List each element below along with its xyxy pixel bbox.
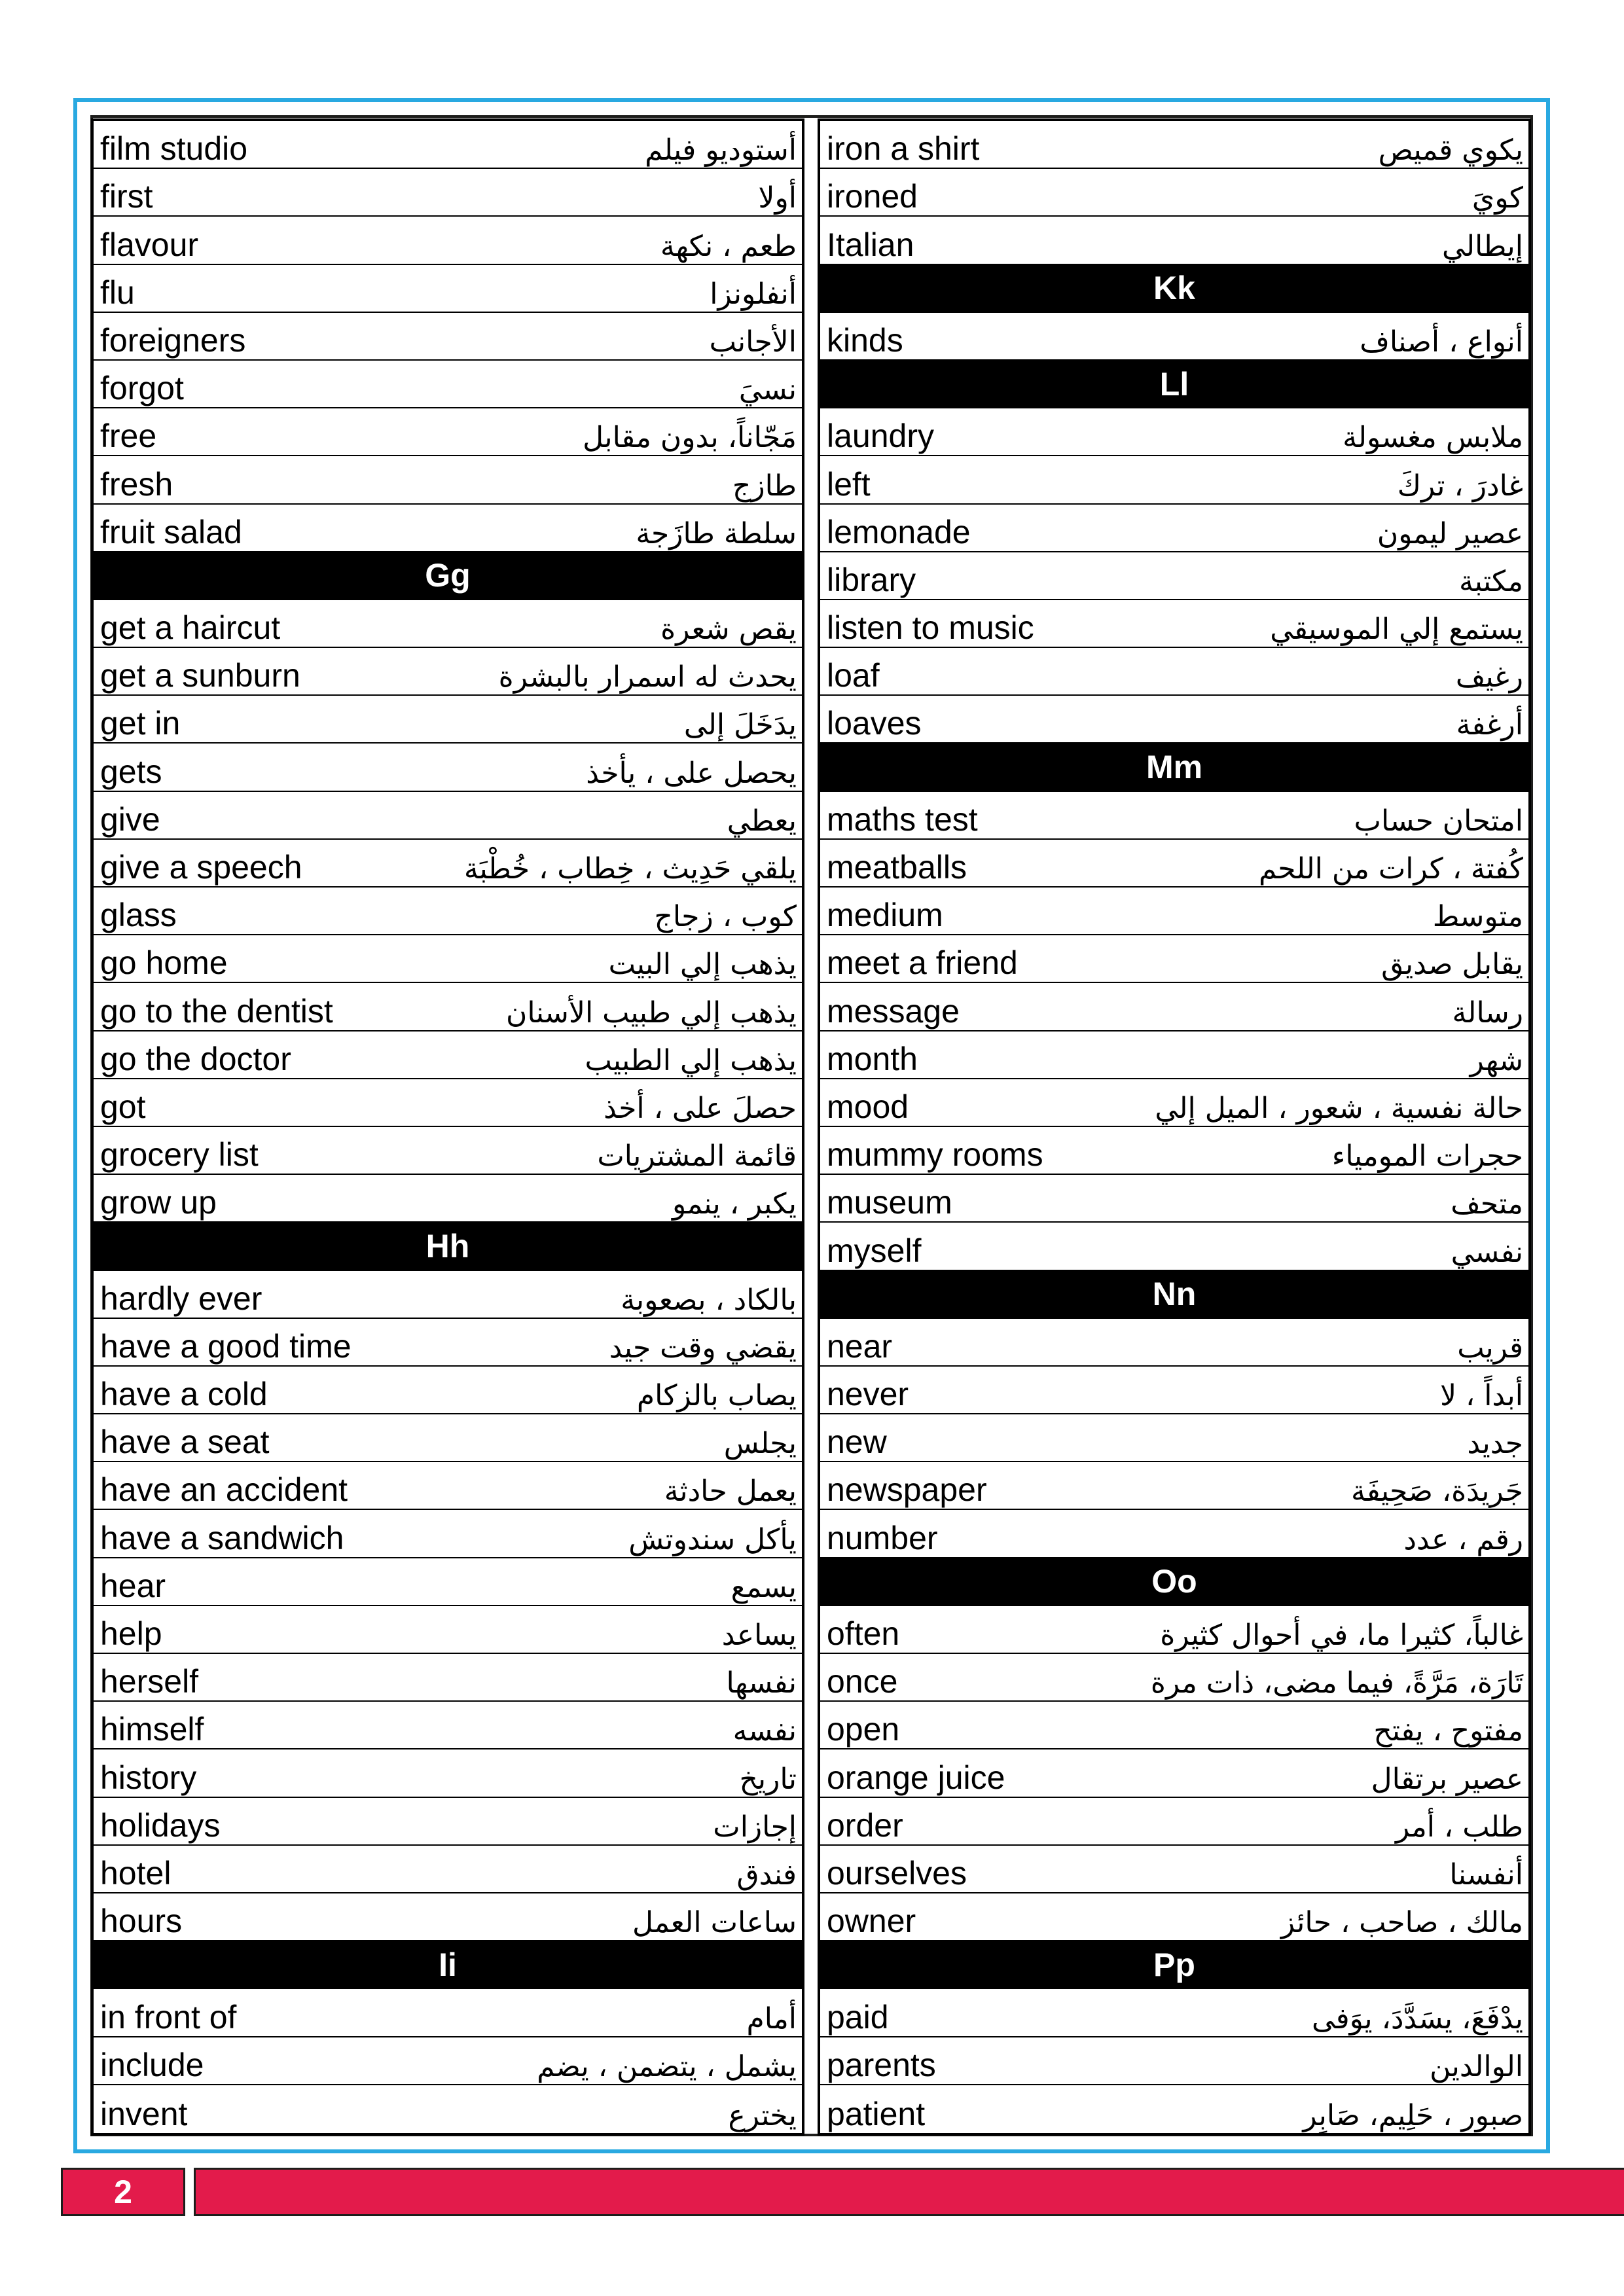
english-word: hardly ever — [100, 1280, 262, 1317]
section-letter: Ll — [1159, 365, 1189, 403]
arabic-translation: يأكل سندوتش — [628, 1522, 797, 1556]
vocab-row — [820, 121, 1528, 169]
vocab-row — [820, 1079, 1528, 1127]
arabic-translation: يقضي وقت جيد — [609, 1331, 797, 1365]
english-word: hear — [100, 1567, 166, 1604]
vocab-row — [820, 2085, 1528, 2133]
english-word: got — [100, 1088, 146, 1125]
section-header — [94, 1223, 802, 1270]
arabic-translation: رقم ، عدد — [1403, 1522, 1523, 1556]
vocab-row — [94, 840, 802, 888]
vocab-row — [94, 313, 802, 361]
english-word: month — [827, 1040, 918, 1077]
vocab-row — [94, 744, 802, 791]
vocab-row — [94, 121, 802, 169]
arabic-translation: أستوديو فيلم — [645, 134, 797, 168]
vocab-row — [820, 169, 1528, 217]
english-word: loaves — [827, 705, 922, 742]
vocab-row — [94, 935, 802, 983]
arabic-translation: يساعد — [721, 1619, 797, 1652]
section-header — [94, 552, 802, 600]
vocab-row — [94, 696, 802, 744]
vocab-row — [820, 792, 1528, 840]
section-letter: Hh — [425, 1227, 470, 1265]
english-word: meatballs — [827, 849, 967, 886]
vocab-row — [820, 1223, 1528, 1270]
vocab-row — [820, 1031, 1528, 1079]
arabic-translation: عصير برتقال — [1371, 1762, 1523, 1796]
section-letter: Pp — [1153, 1946, 1195, 1983]
vocab-row — [820, 888, 1528, 935]
english-word: glass — [100, 897, 177, 934]
section-letter: Nn — [1152, 1276, 1197, 1313]
arabic-translation: إجازات — [713, 1810, 797, 1844]
arabic-translation: امتحان حساب — [1354, 804, 1523, 838]
vocab-row — [94, 888, 802, 935]
arabic-translation: يقص شعرة — [660, 613, 797, 647]
english-word: holidays — [100, 1806, 221, 1844]
vocab-row — [94, 1702, 802, 1749]
vocab-row — [820, 1414, 1528, 1462]
english-word: mummy rooms — [827, 1136, 1043, 1174]
arabic-translation: غادرَ ، تركَ — [1397, 469, 1523, 503]
english-word: often — [827, 1615, 900, 1652]
english-word: give — [100, 800, 160, 838]
english-word: himself — [100, 1711, 204, 1748]
vocab-row — [94, 792, 802, 840]
english-word: ironed — [827, 178, 918, 215]
vocabulary-column-right — [818, 118, 1531, 2136]
section-letter: Gg — [425, 557, 471, 594]
vocab-row — [94, 1414, 802, 1462]
english-word: loaf — [827, 657, 880, 694]
english-word: in front of — [100, 1998, 237, 2036]
vocab-row — [820, 1749, 1528, 1797]
english-word: iron a shirt — [827, 130, 980, 168]
vocab-row — [820, 1893, 1528, 1941]
english-word: have a cold — [100, 1376, 268, 1413]
vocab-row — [820, 1654, 1528, 1702]
section-header — [820, 361, 1528, 408]
arabic-translation: يعطي — [727, 804, 797, 838]
arabic-translation: أرغفة — [1456, 708, 1523, 742]
arabic-translation: قريب — [1457, 1331, 1523, 1365]
vocab-row — [94, 1846, 802, 1893]
arabic-translation: يسمع — [731, 1570, 797, 1604]
section-header — [94, 1941, 802, 1989]
english-word: open — [827, 1711, 900, 1748]
vocab-row — [94, 265, 802, 313]
arabic-translation: يحصل على ، يأخذ — [586, 756, 797, 790]
arabic-translation: يجلس — [723, 1427, 797, 1461]
arabic-translation: فندق — [736, 1857, 797, 1892]
english-word: maths test — [827, 800, 978, 838]
vocab-row — [94, 1367, 802, 1414]
section-header — [820, 1271, 1528, 1319]
arabic-translation: يكوي قميص — [1378, 134, 1523, 168]
english-word: have an accident — [100, 1471, 348, 1509]
arabic-translation: أنواع ، أصناف — [1360, 325, 1523, 359]
arabic-translation: يصاب بالزكام — [636, 1379, 797, 1413]
vocab-row — [820, 505, 1528, 552]
vocab-row — [94, 1798, 802, 1846]
arabic-translation: طازج — [732, 469, 797, 503]
arabic-translation: يشمل ، يتضمن ، يضم — [537, 2049, 797, 2083]
arabic-translation: عصير ليمون — [1377, 516, 1523, 550]
arabic-translation: ملابس مغسولة — [1343, 421, 1523, 455]
english-word: order — [827, 1806, 903, 1844]
english-word: go to the dentist — [100, 992, 333, 1030]
english-word: have a sandwich — [100, 1519, 344, 1556]
english-word: gets — [100, 753, 162, 790]
english-word: message — [827, 992, 960, 1030]
vocab-row — [94, 1654, 802, 1702]
vocab-row — [820, 1702, 1528, 1749]
english-word: number — [827, 1519, 938, 1556]
english-word: grow up — [100, 1184, 217, 1221]
section-header — [820, 265, 1528, 313]
vocab-row — [94, 1079, 802, 1127]
english-word: lemonade — [827, 513, 971, 550]
vocab-row — [820, 600, 1528, 648]
english-word: parents — [827, 2046, 936, 2083]
vocab-row — [94, 1031, 802, 1079]
vocab-row — [94, 505, 802, 552]
vocab-row — [94, 169, 802, 217]
arabic-translation: طعم ، نكهة — [660, 229, 797, 263]
vocab-row — [820, 1606, 1528, 1654]
english-word: mood — [827, 1088, 909, 1125]
english-word: go home — [100, 944, 228, 982]
english-word: listen to music — [827, 609, 1034, 647]
arabic-translation: ساعات العمل — [632, 1906, 797, 1940]
vocab-row — [94, 983, 802, 1031]
english-word: paid — [827, 1998, 889, 2036]
vocabulary-column-left — [91, 118, 804, 2136]
english-word: free — [100, 418, 157, 455]
arabic-translation: يذهب إلي طبيب الأسنان — [506, 996, 797, 1030]
arabic-translation: يذهب إلي البيت — [608, 948, 797, 982]
arabic-translation: متوسط — [1432, 900, 1523, 934]
english-word: newspaper — [827, 1471, 987, 1509]
vocab-row — [820, 1798, 1528, 1846]
section-letter: Kk — [1153, 270, 1195, 307]
arabic-translation: نفسه — [732, 1714, 797, 1748]
arabic-translation: غالباً، كثيرا ما، في أحوال كثيرة — [1160, 1619, 1523, 1652]
vocab-row — [94, 1606, 802, 1654]
english-word: meet a friend — [827, 944, 1018, 982]
arabic-translation: أنفسنا — [1449, 1857, 1523, 1892]
vocab-row — [94, 408, 802, 456]
section-header — [820, 1941, 1528, 1989]
arabic-translation: يلقي حَدِيث ، خِطاب ، خُطْبَة — [463, 852, 797, 886]
english-word: fruit salad — [100, 513, 242, 550]
vocab-row — [820, 696, 1528, 744]
vocab-row — [94, 1319, 802, 1367]
arabic-translation: الأجانب — [709, 325, 797, 359]
vocab-row — [94, 1749, 802, 1797]
english-word: flavour — [100, 226, 199, 263]
arabic-translation: جَريدَة، صَحِيفَة — [1351, 1475, 1523, 1509]
section-header — [820, 1558, 1528, 1606]
english-word: help — [100, 1615, 162, 1652]
vocab-row — [94, 1127, 802, 1175]
arabic-translation: يدَخَلَ إلى — [683, 708, 797, 742]
english-word: get in — [100, 705, 181, 742]
vocab-row — [820, 552, 1528, 600]
english-word: grocery list — [100, 1136, 259, 1174]
vocab-row — [820, 313, 1528, 361]
arabic-translation: رسالة — [1452, 996, 1523, 1030]
english-word: give a speech — [100, 849, 302, 886]
vocab-row — [820, 2037, 1528, 2085]
arabic-translation: نسيَ — [738, 373, 797, 407]
english-word: myself — [827, 1232, 922, 1269]
english-word: new — [827, 1424, 887, 1461]
vocab-row — [820, 217, 1528, 264]
vocab-row — [94, 1989, 802, 2037]
arabic-translation: أنفلونزا — [710, 277, 797, 311]
vocab-row — [94, 217, 802, 264]
arabic-translation: متحف — [1451, 1187, 1523, 1221]
arabic-translation: يدْفَعَ، يسَدَّدَ، يوَفى — [1311, 2001, 1523, 2036]
vocab-row — [94, 1510, 802, 1558]
footer-bar — [194, 2168, 1624, 2216]
arabic-translation: يقابل صديق — [1381, 948, 1523, 982]
arabic-translation: يستمع إلي الموسيقي — [1270, 613, 1523, 647]
arabic-translation: أبداً ، لا — [1439, 1379, 1523, 1413]
arabic-translation: كوب ، زجاج — [654, 900, 797, 934]
arabic-translation: بالكاد ، بصعوبة — [621, 1283, 797, 1317]
arabic-translation: إيطالي — [1441, 229, 1523, 263]
vocab-row — [820, 1462, 1528, 1510]
vocab-row — [820, 1367, 1528, 1414]
vocab-row — [94, 456, 802, 504]
vocab-row — [94, 361, 802, 408]
english-word: patient — [827, 2095, 926, 2132]
vocab-row — [820, 1989, 1528, 2037]
arabic-translation: يحدث له اسمرار بالبشرة — [498, 660, 797, 694]
vocab-row — [94, 1893, 802, 1941]
arabic-translation: يذهب إلي الطبيب — [585, 1043, 797, 1077]
vocab-row — [94, 1462, 802, 1510]
arabic-translation: نفسي — [1451, 1235, 1523, 1269]
arabic-translation: مفتوح ، يفتح — [1373, 1714, 1523, 1748]
english-word: have a good time — [100, 1327, 352, 1365]
english-word: include — [100, 2046, 204, 2083]
vocab-row — [820, 1510, 1528, 1558]
english-word: go the doctor — [100, 1040, 291, 1077]
vocab-row — [820, 1175, 1528, 1223]
arabic-translation: حصلَ على ، أخذ — [604, 1091, 797, 1125]
vocab-row — [820, 1846, 1528, 1893]
vocab-row — [820, 983, 1528, 1031]
vocab-row — [820, 456, 1528, 504]
english-word: left — [827, 465, 871, 503]
arabic-translation: صبور ، حَلِيم، صَابِر — [1303, 2098, 1523, 2132]
english-word: orange juice — [827, 1759, 1005, 1796]
english-word: never — [827, 1376, 909, 1413]
arabic-translation: تاريخ — [739, 1762, 797, 1796]
arabic-translation: كويَ — [1471, 181, 1523, 215]
english-word: museum — [827, 1184, 952, 1221]
section-header — [820, 744, 1528, 791]
vocab-row — [94, 1558, 802, 1606]
arabic-translation: مكتبة — [1458, 564, 1523, 598]
english-word: film studio — [100, 130, 248, 168]
section-letter: Ii — [439, 1946, 457, 1983]
english-word: laundry — [827, 418, 934, 455]
vocab-row — [94, 648, 802, 696]
arabic-translation: مَجّاناً، بدون مقابل — [583, 421, 797, 455]
arabic-translation: مالك ، صاحب ، حائز — [1280, 1906, 1523, 1940]
english-word: near — [827, 1327, 893, 1365]
page-number: 2 — [61, 2168, 185, 2216]
english-word: ourselves — [827, 1854, 967, 1892]
arabic-translation: يخترع — [728, 2098, 797, 2132]
english-word: herself — [100, 1663, 199, 1700]
vocab-row — [94, 600, 802, 648]
english-word: once — [827, 1663, 898, 1700]
vocab-row — [820, 648, 1528, 696]
english-word: kinds — [827, 321, 903, 359]
english-word: get a sunburn — [100, 657, 300, 694]
vocab-row — [820, 935, 1528, 983]
section-letter: Oo — [1151, 1563, 1197, 1600]
arabic-translation: شهر — [1470, 1043, 1523, 1077]
english-word: flu — [100, 274, 135, 311]
english-word: hours — [100, 1903, 183, 1940]
english-word: foreigners — [100, 321, 246, 359]
arabic-translation: قائمة المشتريات — [597, 1139, 797, 1174]
arabic-translation: كُفتة ، كرات من اللحم — [1258, 852, 1523, 886]
vocab-row — [820, 1319, 1528, 1367]
vocab-row — [94, 1175, 802, 1223]
english-word: invent — [100, 2095, 188, 2132]
english-word: fresh — [100, 465, 173, 503]
english-word: hotel — [100, 1854, 171, 1892]
arabic-translation: يكبر ، ينمو — [672, 1187, 797, 1221]
arabic-translation: حالة نفسية ، شعور ، الميل إلي — [1155, 1091, 1523, 1125]
arabic-translation: يعمل حادثة — [664, 1475, 797, 1509]
arabic-translation: جديد — [1467, 1427, 1523, 1461]
vocab-row — [820, 408, 1528, 456]
english-word: medium — [827, 897, 943, 934]
english-word: first — [100, 178, 153, 215]
vocab-row — [94, 1271, 802, 1319]
arabic-translation: نفسها — [726, 1666, 797, 1700]
english-word: have a seat — [100, 1424, 270, 1461]
arabic-translation: الوالدين — [1430, 2049, 1523, 2083]
english-word: get a haircut — [100, 609, 281, 647]
vocab-row — [94, 2037, 802, 2085]
vocab-row — [820, 840, 1528, 888]
arabic-translation: رغيف — [1455, 660, 1523, 694]
arabic-translation: طلب ، أمر — [1395, 1810, 1523, 1844]
arabic-translation: أمام — [746, 2001, 797, 2036]
arabic-translation: تَارَة، مَرَّةً، فيما مضى، ذات مرة — [1150, 1666, 1523, 1700]
english-word: history — [100, 1759, 197, 1796]
vocab-row — [94, 2085, 802, 2133]
section-letter: Mm — [1146, 749, 1203, 786]
english-word: library — [827, 561, 916, 598]
english-word: forgot — [100, 370, 184, 407]
arabic-translation: حجرات المومياء — [1331, 1139, 1523, 1174]
english-word: owner — [827, 1903, 916, 1940]
arabic-translation: سلطة طازَجة — [636, 516, 797, 550]
english-word: Italian — [827, 226, 914, 263]
vocab-row — [820, 1127, 1528, 1175]
arabic-translation: أولا — [758, 181, 797, 215]
